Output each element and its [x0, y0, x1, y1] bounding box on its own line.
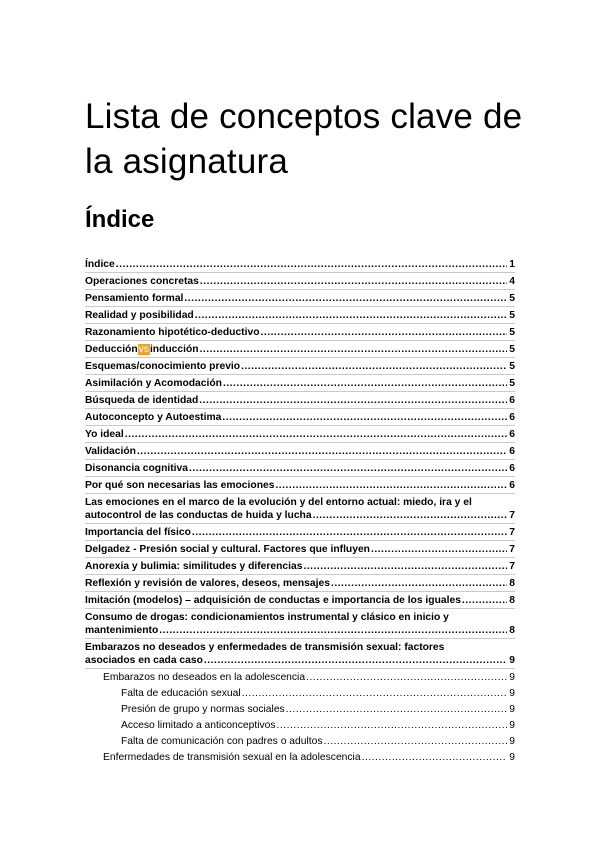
toc-entry-title-line1: Las emociones en el marco de la evolución y del entorno actual: miedo, ira y el: [85, 497, 472, 508]
toc-entry-title: Embarazos no deseados en la adolescencia: [103, 672, 306, 683]
toc-page-number: 6: [509, 429, 515, 440]
toc-entry-fisico[interactable]: [85, 524, 515, 541]
toc-entry-title: Asimilación y Acomodación: [85, 378, 222, 389]
toc-page-number: 7: [509, 527, 515, 538]
toc-subentry-anticonceptivos[interactable]: [85, 717, 515, 733]
toc-entry-drogas[interactable]: [85, 609, 515, 639]
toc-entry-imitacion[interactable]: [85, 592, 515, 609]
toc-entry-title: Yo ideal: [85, 429, 124, 440]
toc-subentry-comunicacion[interactable]: [85, 733, 515, 749]
toc-subentry-embarazos[interactable]: [85, 669, 515, 685]
toc-entry-title-line2: mantenimiento: [85, 625, 159, 636]
toc-entry-yo-ideal[interactable]: [85, 426, 515, 443]
toc-entry-title: Enfermedades de transmisión sexual en la adolescencia: [103, 752, 361, 763]
toc-page-number: 7: [509, 561, 515, 572]
toc-page-number: 9: [509, 720, 515, 731]
index-heading: Índice: [85, 206, 155, 233]
toc-page-number: 6: [509, 395, 515, 406]
table-of-contents: [85, 256, 515, 765]
toc-entry-title: Realidad y posibilidad: [85, 310, 194, 321]
toc-page-number: 1: [509, 259, 515, 270]
toc-entry-title: Anorexia y bulimia: similitudes y diferencias: [85, 561, 303, 572]
toc-page-number: 6: [509, 412, 515, 423]
toc-page-number: 6: [509, 446, 515, 457]
toc-entry-title: Falta de comunicación con padres o adultos: [121, 736, 323, 747]
toc-entry-indice[interactable]: [85, 256, 515, 273]
toc-entry-pensamiento[interactable]: [85, 290, 515, 307]
toc-entry-autoconcepto[interactable]: [85, 409, 515, 426]
toc-entry-title: Reflexión y revisión de valores, deseos, mensajes: [85, 578, 330, 589]
toc-entry-esquemas[interactable]: [85, 358, 515, 375]
toc-page-number: 9: [509, 704, 515, 715]
toc-entry-realidad[interactable]: [85, 307, 515, 324]
toc-entry-title: Esquemas/conocimiento previo: [85, 361, 241, 372]
toc-entry-title: Acceso limitado a anticonceptivos: [121, 720, 276, 731]
toc-entry-emociones-necesarias[interactable]: [85, 477, 515, 494]
toc-entry-razonamiento[interactable]: [85, 324, 515, 341]
toc-entry-validacion[interactable]: [85, 443, 515, 460]
toc-page-number: 7: [509, 510, 515, 521]
toc-entry-title: Imitación (modelos) – adquisición de conductas e importancia de los iguales: [85, 595, 461, 606]
toc-entry-title: Presión de grupo y normas sociales: [121, 704, 285, 715]
toc-entry-identidad[interactable]: [85, 392, 515, 409]
toc-entry-reflexion[interactable]: [85, 575, 515, 592]
toc-entry-embarazos-ets[interactable]: [85, 639, 515, 669]
toc-page-number: 4: [509, 276, 515, 287]
toc-page-number: 9: [509, 688, 515, 699]
toc-page-number: 8: [509, 625, 515, 636]
toc-entry-title: Por qué son necesarias las emociones: [85, 480, 275, 491]
toc-page-number: 5: [509, 310, 515, 321]
toc-page-number: 5: [509, 293, 515, 304]
toc-entry-disonancia[interactable]: [85, 460, 515, 477]
toc-entry-title: Autoconcepto y Autoestima: [85, 412, 222, 423]
toc-entry-title-line1: Embarazos no deseados y enfermedades de transmisión sexual: factores: [85, 642, 445, 653]
toc-page-number: 5: [509, 378, 515, 389]
toc-page-number: 6: [509, 480, 515, 491]
toc-page-number: 5: [509, 327, 515, 338]
toc-entry-title-line1: Consumo de drogas: condicionamientos instrumental y clásico en inicio y: [85, 612, 449, 623]
toc-entry-title: Índice: [85, 259, 115, 270]
toc-page-number: 9: [509, 672, 515, 683]
toc-entry-delgadez[interactable]: [85, 541, 515, 558]
toc-subentry-educacion[interactable]: [85, 685, 515, 701]
toc-subentry-presion[interactable]: [85, 701, 515, 717]
toc-entry-title-line2: asociados en cada caso: [85, 655, 203, 666]
toc-page-number: 7: [509, 544, 515, 555]
toc-page-number: 5: [509, 361, 515, 372]
toc-entry-deduccion[interactable]: [85, 341, 515, 358]
toc-entry-asimilacion[interactable]: [85, 375, 515, 392]
toc-entry-operaciones[interactable]: [85, 273, 515, 290]
toc-entry-emociones-evolucion[interactable]: [85, 494, 515, 524]
toc-entry-anorexia[interactable]: [85, 558, 515, 575]
toc-entry-title: Delgadez - Presión social y cultural. Factores que influyen: [85, 544, 370, 555]
toc-page-number: 8: [509, 595, 515, 606]
toc-entry-title: Búsqueda de identidad: [85, 395, 199, 406]
toc-entry-title: Razonamiento hipotético-deductivo: [85, 327, 260, 338]
toc-page-number: 6: [509, 463, 515, 474]
toc-entry-title: Falta de educación sexual: [121, 688, 241, 699]
toc-entry-title: Validación: [85, 446, 136, 457]
toc-entry-title: Pensamiento formal: [85, 293, 184, 304]
toc-page-number: 9: [509, 655, 515, 666]
toc-entry-title: Disonancia cognitiva: [85, 463, 188, 474]
toc-text-before: Deducción: [85, 344, 138, 355]
page-title: Lista de conceptos clave de la asignatura: [85, 97, 523, 181]
toc-page-number: 9: [509, 752, 515, 763]
toc-entry-title: Importancia del físico: [85, 527, 191, 538]
toc-entry-title: [85, 343, 199, 356]
highlighted-word: vs: [138, 344, 149, 355]
toc-entry-title-line2: autocontrol de las conductas de huida y lucha: [85, 510, 312, 521]
toc-page-number: 8: [509, 578, 515, 589]
toc-subentry-ets[interactable]: [85, 749, 515, 765]
toc-page-number: 5: [509, 344, 515, 355]
toc-text-after: inducción: [149, 344, 199, 355]
toc-page-number: 9: [509, 736, 515, 747]
toc-entry-title: Operaciones concretas: [85, 276, 199, 287]
